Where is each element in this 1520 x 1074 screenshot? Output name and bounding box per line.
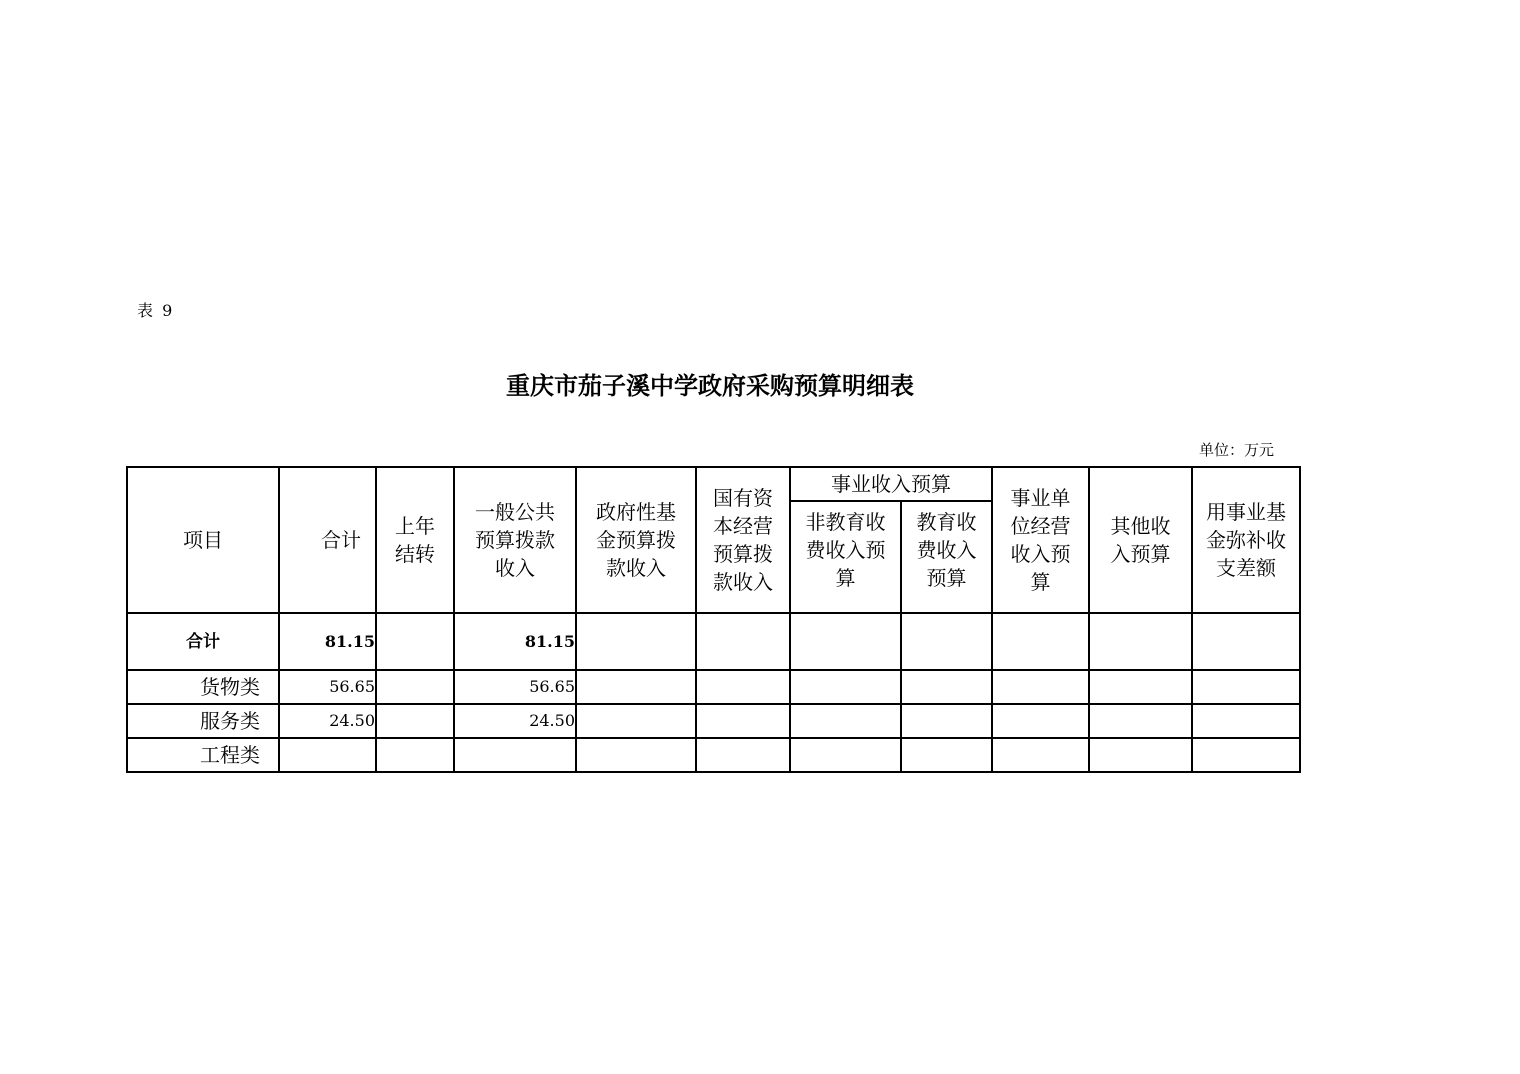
cell-empty <box>1192 670 1300 704</box>
row-label: 服务类 <box>127 704 279 738</box>
cell-empty <box>992 670 1089 704</box>
cell-empty <box>1192 738 1300 772</box>
cell-total: 81.15 <box>279 613 376 670</box>
cell-empty <box>901 670 992 704</box>
cell-empty <box>696 738 790 772</box>
cell-general-public <box>454 738 576 772</box>
header-business-income: 事业收入预算 <box>790 467 992 501</box>
cell-empty <box>790 613 901 670</box>
header-fund-cover: 用事业基金弥补收支差额 <box>1192 467 1300 613</box>
cell-total <box>279 738 376 772</box>
cell-total: 56.65 <box>279 670 376 704</box>
cell-empty <box>1192 704 1300 738</box>
header-row-1 <box>127 467 1300 501</box>
cell-empty <box>790 670 901 704</box>
cell-empty <box>576 613 696 670</box>
table-row <box>127 670 1300 704</box>
header-edu-fee: 教育收费收入预算 <box>901 501 992 613</box>
cell-carryover <box>376 670 454 704</box>
cell-empty <box>1089 738 1192 772</box>
cell-empty <box>696 613 790 670</box>
cell-carryover <box>376 613 454 670</box>
cell-empty <box>790 704 901 738</box>
header-project: 项目 <box>127 467 279 613</box>
cell-carryover <box>376 738 454 772</box>
cell-empty <box>576 704 696 738</box>
header-general-public: 一般公共预算拨款收入 <box>454 467 576 613</box>
row-label: 工程类 <box>127 738 279 772</box>
cell-empty <box>901 613 992 670</box>
header-total: 合计 <box>279 467 376 613</box>
header-unit-operation: 事业单位经营收入预算 <box>992 467 1089 613</box>
cell-empty <box>790 738 901 772</box>
cell-total: 24.50 <box>279 704 376 738</box>
header-other-income: 其他收入预算 <box>1089 467 1192 613</box>
cell-empty <box>1089 704 1192 738</box>
procurement-budget-table <box>126 466 1301 773</box>
cell-empty <box>1192 613 1300 670</box>
cell-empty <box>696 704 790 738</box>
header-carryover: 上年结转 <box>376 467 454 613</box>
cell-empty <box>992 613 1089 670</box>
cell-general-public: 56.65 <box>454 670 576 704</box>
table-number: 表 9 <box>137 301 175 320</box>
cell-empty <box>992 738 1089 772</box>
page-title: 重庆市茄子溪中学政府采购预算明细表 <box>506 372 914 400</box>
cell-empty <box>901 704 992 738</box>
header-non-edu-fee: 非教育收费收入预算 <box>790 501 901 613</box>
cell-general-public: 81.15 <box>454 613 576 670</box>
table-row <box>127 704 1300 738</box>
cell-empty <box>696 670 790 704</box>
row-label: 货物类 <box>127 670 279 704</box>
cell-empty <box>576 670 696 704</box>
cell-carryover <box>376 704 454 738</box>
header-state-capital: 国有资本经营预算拨款收入 <box>696 467 790 613</box>
unit-label: 单位：万元 <box>1199 441 1275 459</box>
cell-empty <box>901 738 992 772</box>
cell-general-public: 24.50 <box>454 704 576 738</box>
table-row-total <box>127 613 1300 670</box>
cell-empty <box>1089 670 1192 704</box>
table-row <box>127 738 1300 772</box>
cell-empty <box>992 704 1089 738</box>
row-label: 合计 <box>127 613 279 670</box>
cell-empty <box>1089 613 1192 670</box>
cell-empty <box>576 738 696 772</box>
header-gov-fund: 政府性基金预算拨款收入 <box>576 467 696 613</box>
